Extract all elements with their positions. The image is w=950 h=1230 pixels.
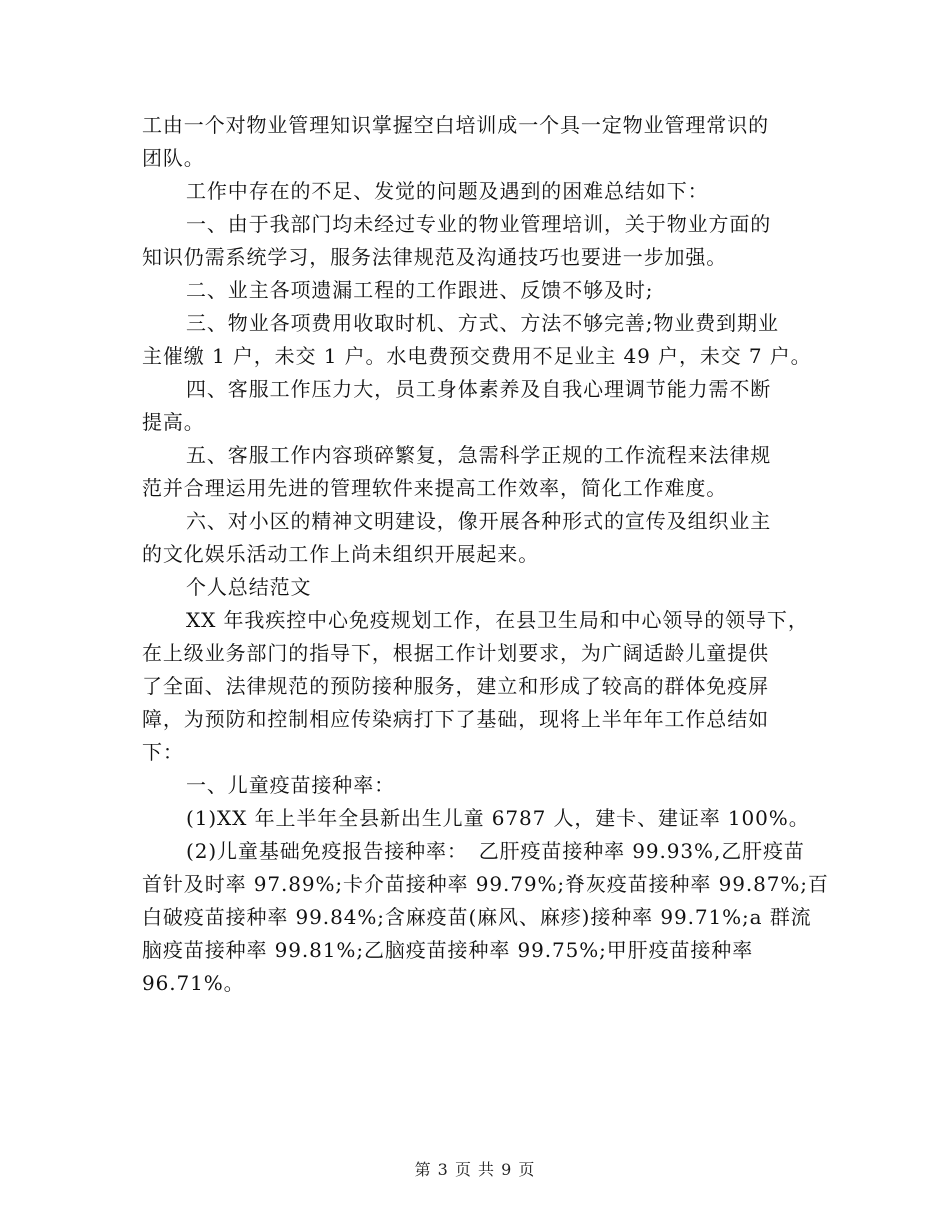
text-line: 脑疫苗接种率 99.81%;乙脑疫苗接种率 99.75%;甲肝疫苗接种率 xyxy=(142,938,754,962)
text-line: 六、对小区的精神文明建设，像开展各种形式的宣传及组织业主 xyxy=(186,509,772,533)
text-line: 知识仍需系统学习，服务法律规范及沟通技巧也要进一步加强。 xyxy=(142,245,728,269)
text-line: 工作中存在的不足、发觉的问题及遇到的困难总结如下： xyxy=(186,179,709,203)
text-line: 范并合理运用先进的管理软件来提高工作效率，简化工作难度。 xyxy=(142,476,728,500)
text-line: 三、物业各项费用收取时机、方式、方法不够完善;物业费到期业 xyxy=(186,311,779,335)
text-line: 首针及时率 97.89%;卡介苗接种率 99.79%;脊灰疫苗接种率 99.87%;百 xyxy=(142,872,829,896)
text-line: (2)儿童基础免疫报告接种率： 乙肝疫苗接种率 99.93%,乙肝疫苗 xyxy=(186,839,805,863)
text-line: 的文化娱乐活动工作上尚未组织开展起来。 xyxy=(142,542,540,566)
text-line: 一、儿童疫苗接种率： xyxy=(186,773,395,797)
text-line: 在上级业务部门的指导下，根据工作计划要求，为广阔适龄儿童提供 xyxy=(142,641,769,665)
text-line: 五、客服工作内容琐碎繁复，急需科学正规的工作流程来法律规 xyxy=(186,443,772,467)
text-line: (1)XX 年上半年全县新出生儿童 6787 人，建卡、建证率 100%。 xyxy=(186,806,810,830)
text-line: 一、由于我部门均未经过专业的物业管理培训，关于物业方面的 xyxy=(186,212,772,236)
text-line: 障，为预防和控制相应传染病打下了基础，现将上半年年工作总结如 xyxy=(142,707,769,731)
text-line: 二、业主各项遗漏工程的工作跟进、反馈不够及时; xyxy=(186,278,654,302)
text-line: 提高。 xyxy=(142,410,205,434)
text-line: 四、客服工作压力大，员工身体素养及自我心理调节能力需不断 xyxy=(186,377,772,401)
section-heading: 个人总结范文 xyxy=(186,575,312,599)
text-line: 工由一个对物业管理知识掌握空白培训成一个具一定物业管理常识的 xyxy=(142,113,769,137)
text-line: 了全面、法律规范的预防接种服务，建立和形成了较高的群体免疫屏 xyxy=(142,674,769,698)
page-number-footer: 第 3 页 共 9 页 xyxy=(414,1160,536,1179)
document-body xyxy=(142,109,829,1000)
text-line: 下： xyxy=(142,740,184,764)
text-line: 团队。 xyxy=(142,146,205,170)
text-line: 白破疫苗接种率 99.84%;含麻疫苗(麻风、麻疹)接种率 99.71%;a 群流 xyxy=(142,905,812,929)
text-line: XX 年我疾控中心免疫规划工作，在县卫生局和中心领导的领导下， xyxy=(186,608,809,632)
text-line: 主催缴 1 户，未交 1 户。水电费预交费用不足业主 49 户，未交 7 户。 xyxy=(142,344,812,368)
text-line: 96.71%。 xyxy=(142,971,245,995)
